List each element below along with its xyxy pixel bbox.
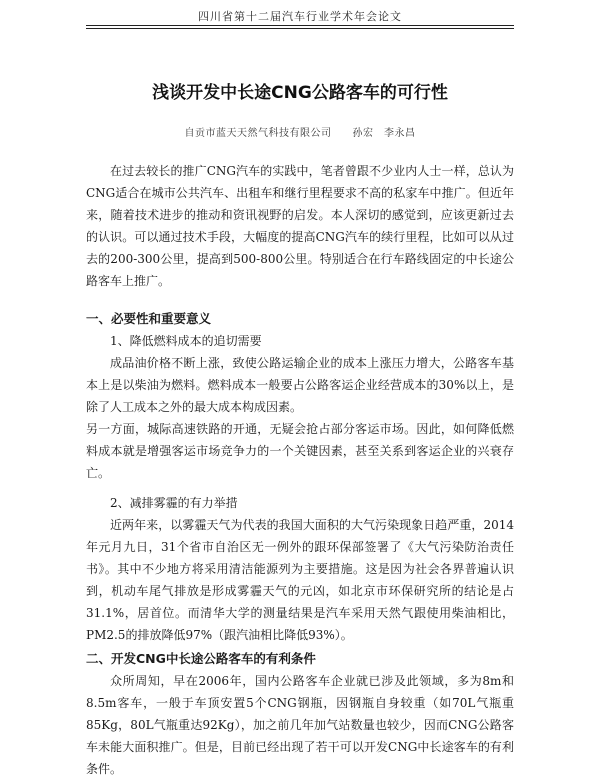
section-1-1-paragraph-1: 成品油价格不断上涨，致使公路运输企业的成本上涨压力增大，公路客车基本上是以柴油为燃料。燃料成本一般要占公路客运企业经营成本的30%以上，是除了人工成本之外的最大成本构成因素。 — [86, 356, 514, 414]
author-line: 自贡市蓝天天然气科技有限公司 孙宏 李永昌 — [184, 128, 416, 139]
paper-title: 浅谈开发中长途CNG公路客车的可行性 — [152, 83, 448, 103]
section-1-2-paragraph-1: 近两年来，以雾霾天气为代表的我国大面积的大气污染现象日趋严重，2014年元月九日，31个省市自治区无一例外的跟环保部签署了《大气污染防治责任书》。其中不少地方将采用清洁能源列为主要措施。这是因为社会各界普遍认识到，机动车尾气排放是形成雾霾天气的元凶，如北京市环保研究所的结论是占31.1%，居首位。而清华大学的测量结果是汽车采用天然气跟使用柴油相比，PM2.5的排放降低97%（跟汽油相比降低93%）。 — [86, 518, 514, 642]
intro-paragraph: 在过去较长的推广CNG汽车的实践中，笔者曾跟不少业内人士一样，总认为CNG适合在城市公共汽车、出租车和继行里程要求不高的私家车中推广。但近年来，随着技术进步的推动和资讯视野的启发。本人深切的感觉到，应该更新过去的认识。可以通过技术手段，大幅度的提高CNG汽车的续行里程，比如可以从过去的200-300公里，提高到500-800公里。特别适合在行车路线固定的中长途公路客车上推广。 — [86, 164, 514, 288]
header-rule-bottom — [86, 28, 514, 29]
section-1-1-paragraph-2: 另一方面，城际高速铁路的开通，无疑会抢占部分客运市场。因此，如何降低燃料成本就是增强客运市场竞争力的一个关键因素，甚至关系到客运企业的兴衰存亡。 — [86, 422, 514, 480]
paper-body — [86, 160, 514, 780]
subsection-1-2-title: 2、减排雾霾的有力举措 — [110, 496, 238, 510]
section-2-paragraph-1: 众所周知，早在2006年，国内公路客车企业就已涉及此领域，多为8m和8.5m客车，一般于车顶安置5个CNG钢瓶，因钢瓶自身较重（如70L气瓶重85Kg，80L气瓶重达92Kg），加之前几年加气站数量也较少，因而CNG公路客车未能大面积推广。但是，目前已经出现了若干可以开发CNG中长途客车的有利条件。 — [86, 674, 514, 776]
section-2-heading: 二、开发CNG中长途公路客车的有利条件 — [86, 651, 316, 666]
header-rule-top — [86, 25, 514, 26]
section-1-heading: 一、必要性和重要意义 — [86, 311, 212, 326]
subsection-1-1-title: 1、降低燃料成本的追切需要 — [110, 334, 262, 348]
running-header: 四川省第十二届汽车行业学术年会论文 — [198, 10, 402, 23]
